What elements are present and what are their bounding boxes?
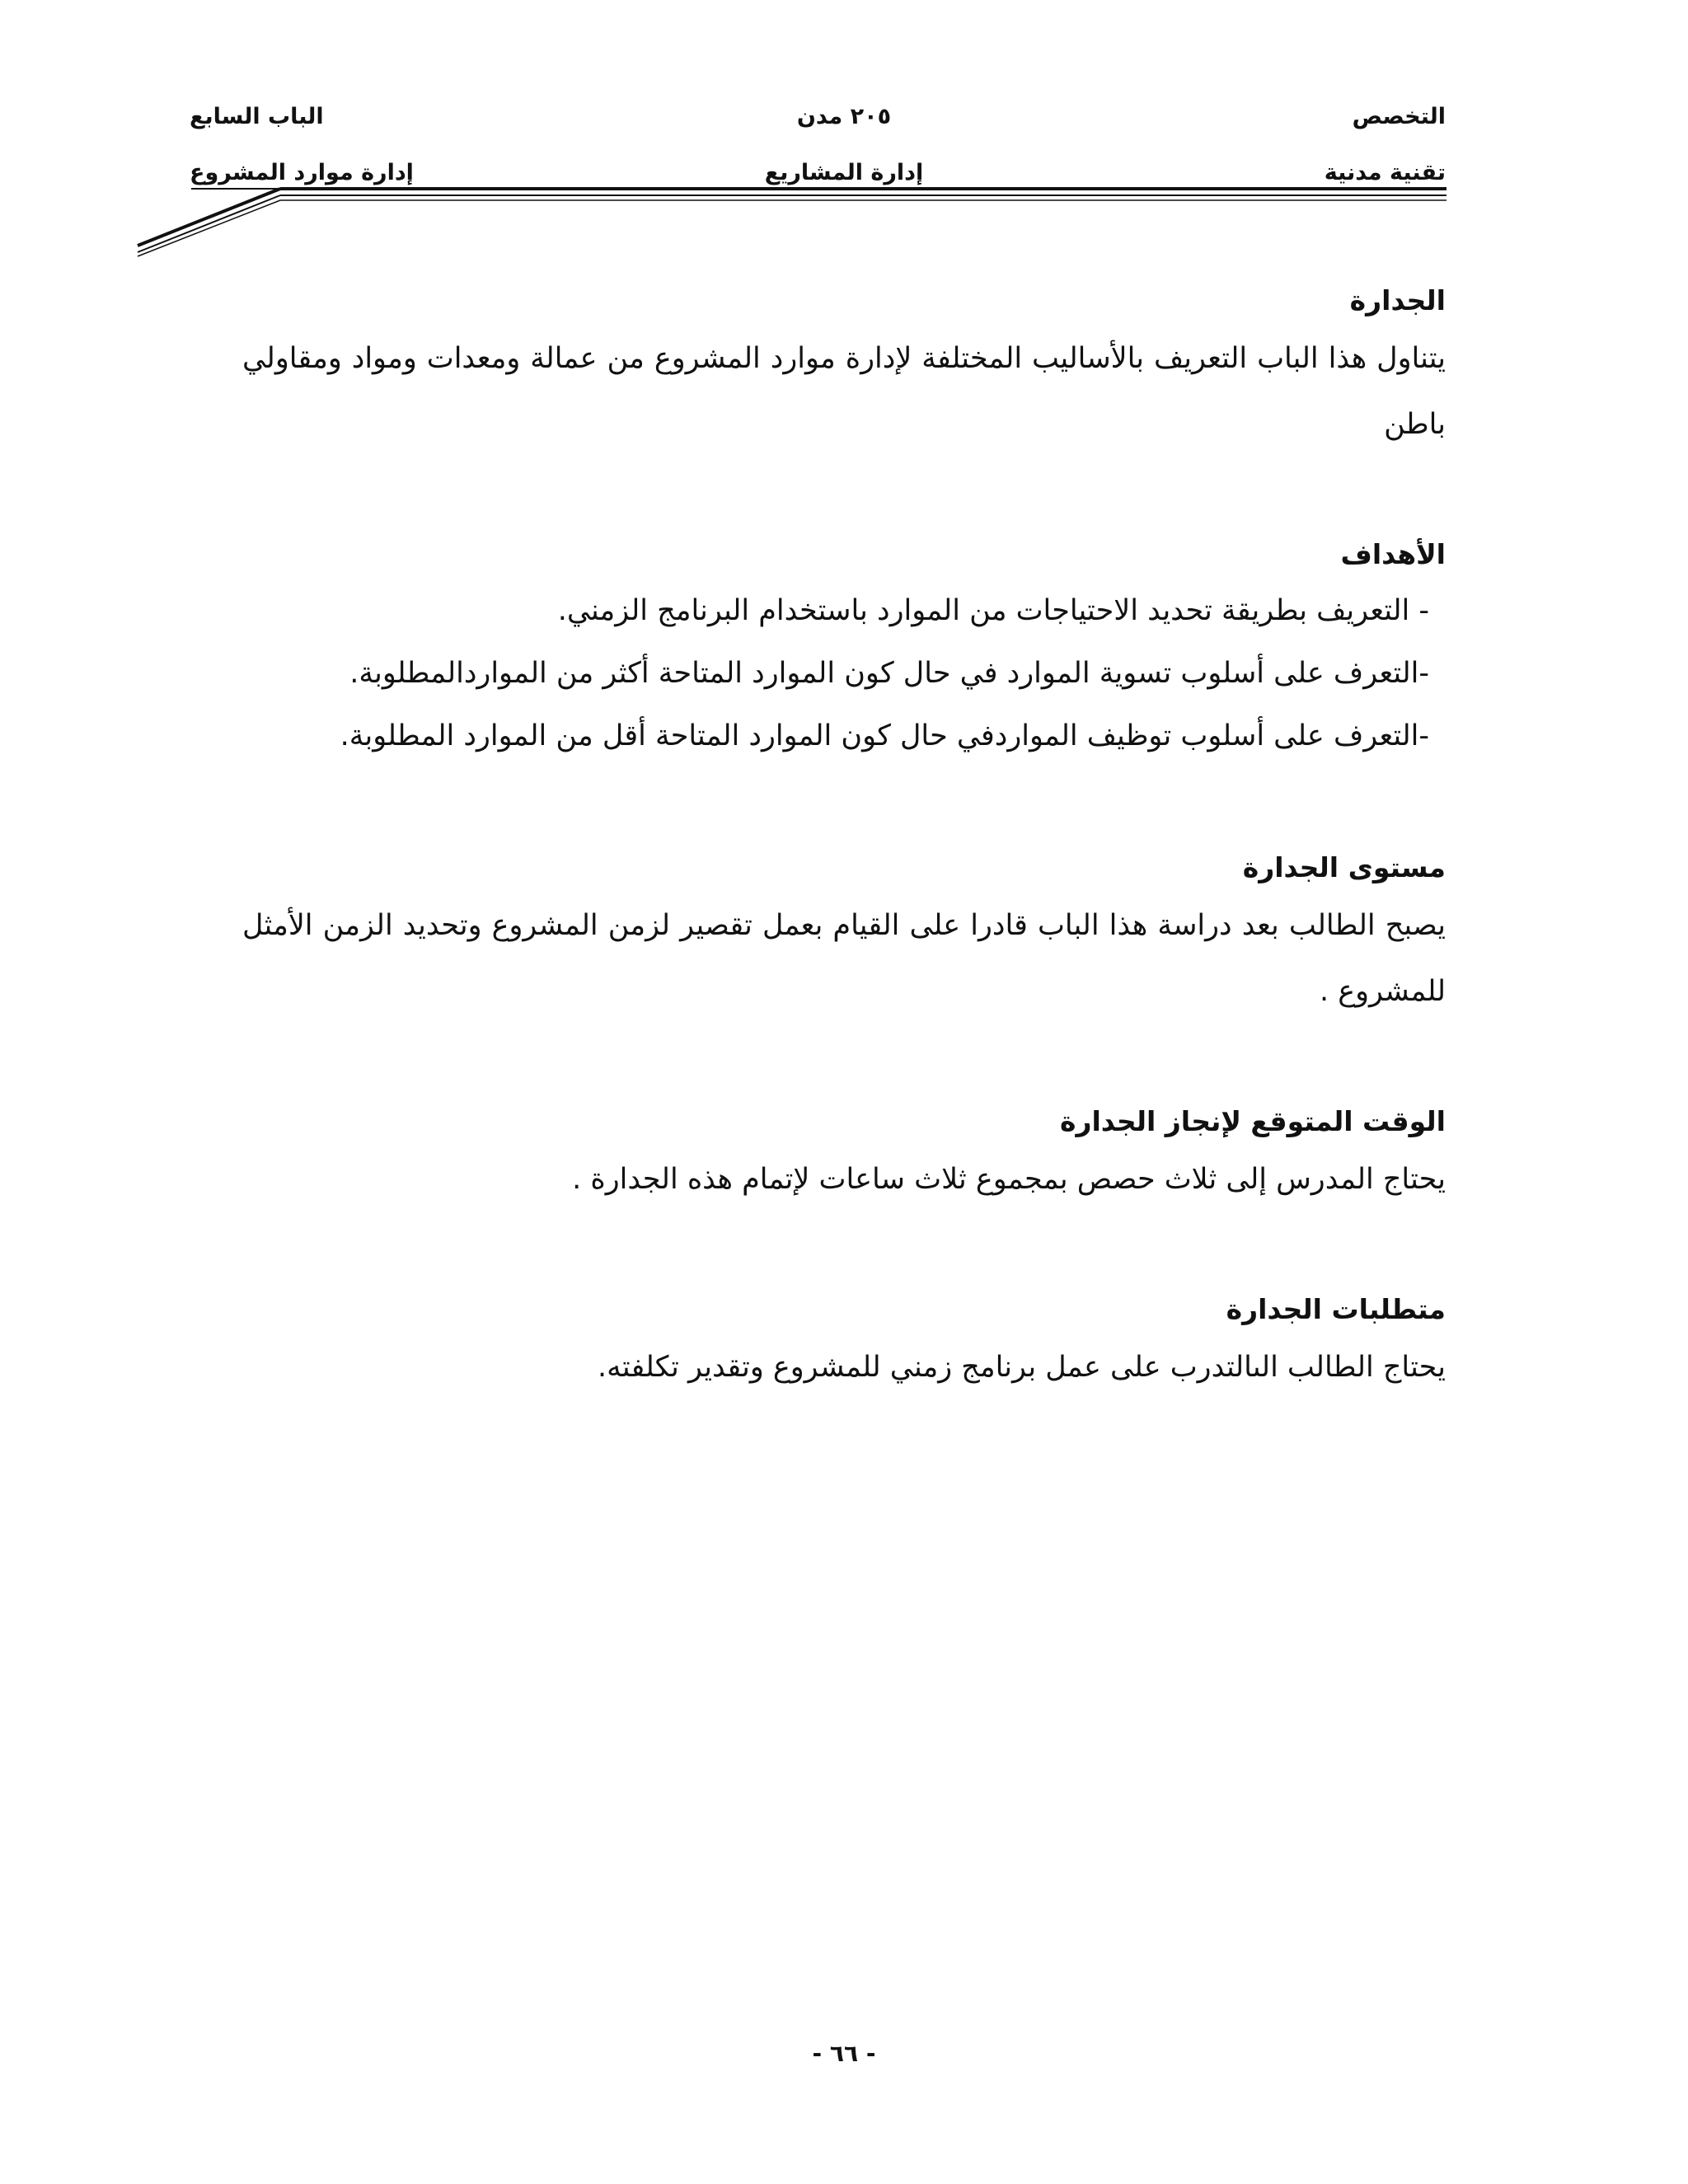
objective-item: -التعرف على أسلوب توظيف المواردفي حال كون الموارد المتاحة أقل من الموارد المطلوبة. (340, 719, 1429, 752)
requirements-title: متطلبات الجدارة (1226, 1293, 1446, 1325)
header-specialization-label: التخصص (1352, 104, 1446, 129)
page-number: - ٦٦ - (812, 2040, 876, 2067)
requirements-section (242, 1285, 1446, 1400)
objective-item: -التعرف على أسلوب تسوية الموارد في حال كون الموارد المتاحة أكثر من المواردالمطلوبة. (349, 657, 1429, 690)
requirements-body: يحتاج الطالب الىالتدرب على عمل برنامج زمني للمشروع وتقدير تكلفته. (598, 1351, 1446, 1384)
level-title: مستوى الجدارة (1242, 851, 1446, 883)
header-course-code: ٢٠٥ مدن (796, 104, 892, 129)
level-section (242, 843, 1446, 1024)
objectives-list (242, 579, 1446, 767)
time-title: الوقت المتوقع لإنجاز الجدارة (1059, 1105, 1446, 1137)
header-rule-lines (0, 0, 1688, 264)
header-chapter-title: إدارة موارد المشروع (190, 160, 414, 185)
page-header (0, 0, 1688, 264)
objectives-section (242, 530, 1446, 767)
header-course-name: إدارة المشاريع (764, 160, 924, 185)
competency-body: يتناول هذا الباب التعريف بالأساليب المختلفة لإدارة موارد المشروع من عمالة ومعدات ومواد ومقاولي باطن (242, 342, 1446, 441)
header-chapter-number: الباب السابع (190, 104, 324, 129)
objective-item: - التعريف بطريقة تحديد الاحتياجات من الموارد باستخدام البرنامج الزمني. (557, 594, 1429, 627)
competency-section (242, 276, 1446, 457)
page-content (242, 276, 1446, 1400)
time-body: يحتاج المدرس إلى ثلاث حصص بمجموع ثلاث ساعات لإتمام هذه الجدارة . (572, 1163, 1446, 1196)
level-body: يصبح الطالب بعد دراسة هذا الباب قادرا على القيام بعمل تقصير لزمن المشروع وتحديد الزمن الأمثل للمشروع . (242, 909, 1446, 1008)
competency-title: الجدارة (1349, 284, 1446, 316)
time-section (242, 1097, 1446, 1212)
header-specialization-value: تقنية مدنية (1324, 160, 1446, 185)
objectives-title: الأهداف (1340, 538, 1446, 570)
